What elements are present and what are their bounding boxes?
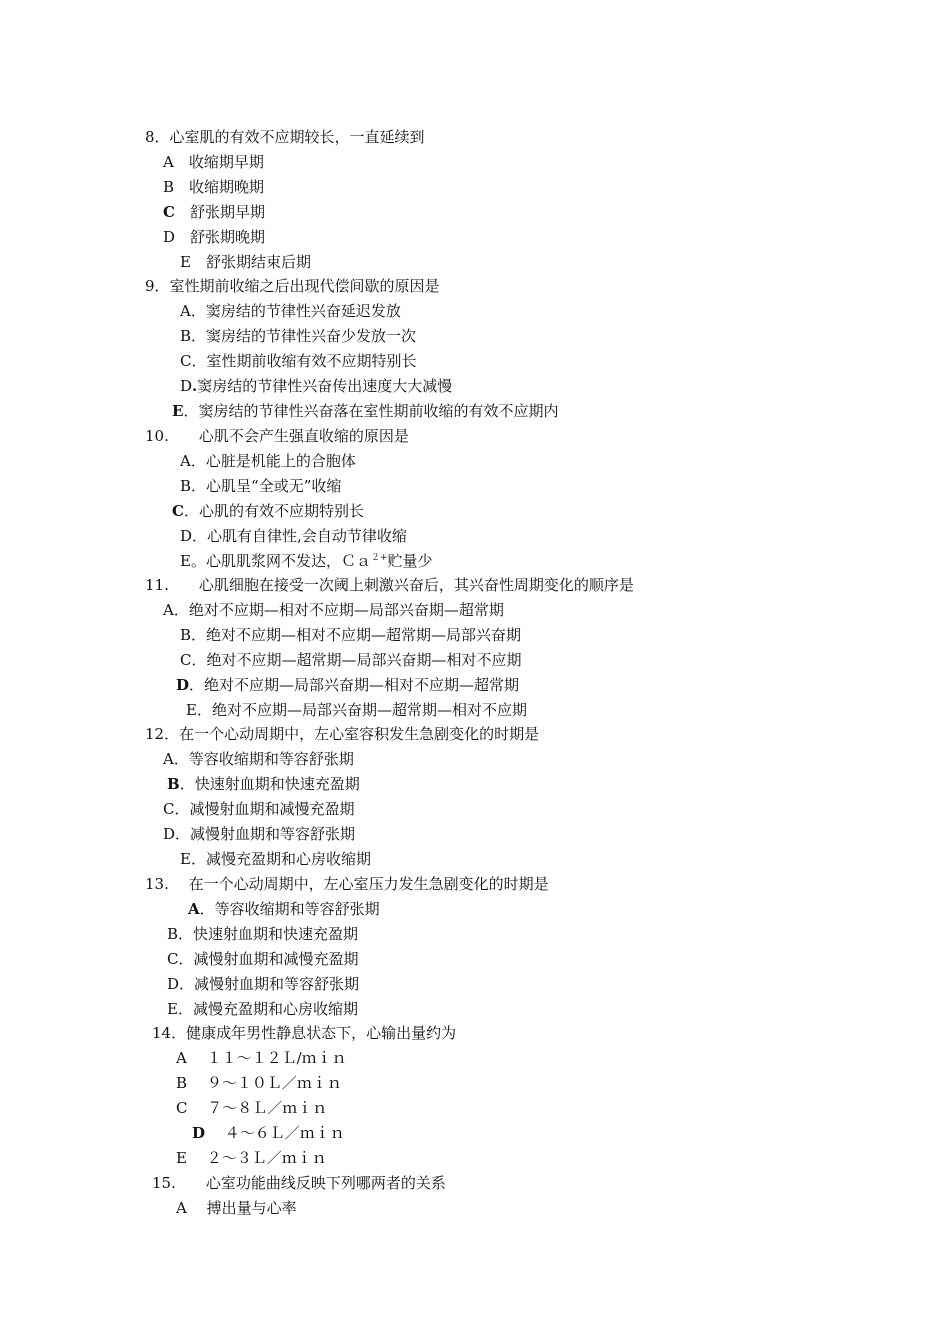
question-10-option-b: B．心肌呈“全或无”收缩 [180, 477, 342, 495]
question-13-stem: 13. 在一个心动周期中，左心室压力发生急剧变化的时期是 [145, 875, 549, 893]
question-12-option-e: E．减慢充盈期和心房收缩期 [180, 850, 371, 868]
question-14-option-a: A １１～１２Ｌ/ｍｉｎ [176, 1049, 347, 1067]
question-11-option-e: E．绝对不应期—局部兴奋期—超常期—相对不应期 [186, 701, 527, 719]
question-9-option-b: B．窦房结的节律性兴奋少发放一次 [180, 327, 417, 345]
question-11-option-b: B．绝对不应期—相对不应期—超常期—局部兴奋期 [180, 626, 522, 644]
question-15-option-a: A 搏出量与心率 [176, 1199, 297, 1217]
question-12-option-a: A．等容收缩期和等容舒张期 [163, 750, 354, 768]
question-10-stem: 10. 心肌不会产生强直收缩的原因是 [145, 427, 409, 445]
question-10-option-e: E。心肌肌浆网不发达，Ｃａ$^{2+}$贮量少 [180, 552, 433, 570]
question-12-option-c: C．减慢射血期和减慢充盈期 [163, 800, 355, 818]
question-10-option-d: D．心肌有自律性,会自动节律收缩 [180, 527, 407, 545]
question-11-option-a: A．绝对不应期—相对不应期—局部兴奋期—超常期 [163, 601, 504, 619]
question-14-option-b: B ９～１０Ｌ／ｍｉｎ [176, 1074, 342, 1092]
question-15-stem: 15. 心室功能曲线反映下列哪两者的关系 [152, 1174, 446, 1192]
question-10-option-c: C．心肌的有效不应期特别长 [172, 502, 364, 520]
question-9-option-a: A．窦房结的节律性兴奋延迟发放 [180, 302, 401, 320]
question-8-option-c: C 舒张期早期 [163, 203, 265, 221]
question-14-option-c: C ７～８Ｌ／ｍｉｎ [176, 1099, 328, 1117]
question-11-stem: 11. 心肌细胞在接受一次阈上刺激兴奋后，其兴奋性周期变化的顺序是 [145, 576, 634, 594]
question-12-option-d: D．减慢射血期和等容舒张期 [163, 825, 356, 843]
question-12-stem: 12．在一个心动周期中，左心室容积发生急剧变化的时期是 [145, 725, 540, 743]
question-10-option-a: A．心脏是机能上的合胞体 [180, 452, 356, 470]
question-8-option-d: D 舒张期晚期 [163, 228, 266, 246]
question-14-option-d: D ４～６Ｌ／ｍｉｎ [192, 1124, 345, 1142]
question-9-option-c: C．室性期前收缩有效不应期特别长 [180, 352, 417, 370]
question-13-option-d: D．减慢射血期和等容舒张期 [167, 975, 360, 993]
question-8-option-a: A 收缩期早期 [163, 153, 264, 171]
question-11-option-c: C．绝对不应期—超常期—局部兴奋期—相对不应期 [180, 651, 522, 669]
question-9-option-e: E．窦房结的节律性兴奋落在室性期前收缩的有效不应期内 [172, 402, 559, 420]
question-8-option-e: E 舒张期结束后期 [180, 253, 311, 271]
question-13-option-c: C．减慢射血期和减慢充盈期 [167, 950, 359, 968]
question-13-option-a: A．等容收缩期和等容舒张期 [188, 900, 380, 918]
question-8-option-b: B 收缩期晚期 [163, 178, 265, 196]
question-13-option-e: E．减慢充盈期和心房收缩期 [167, 1000, 358, 1018]
question-9-stem: 9．室性期前收缩之后出现代偿间歇的原因是 [145, 277, 440, 295]
question-8-stem: 8．心室肌的有效不应期较长，一直延续到 [145, 128, 425, 146]
question-14-option-e: E ２～３Ｌ／ｍｉｎ [176, 1149, 327, 1167]
question-11-option-d: D．绝对不应期—局部兴奋期—相对不应期—超常期 [176, 676, 520, 694]
question-14-stem: 14．健康成年男性静息状态下，心输出量约为 [152, 1024, 457, 1042]
question-9-option-d: D.窦房结的节律性兴奋传出速度大大减慢 [180, 377, 453, 395]
question-12-option-b: B．快速射血期和快速充盈期 [167, 775, 360, 793]
question-13-option-b: B．快速射血期和快速充盈期 [167, 925, 359, 943]
